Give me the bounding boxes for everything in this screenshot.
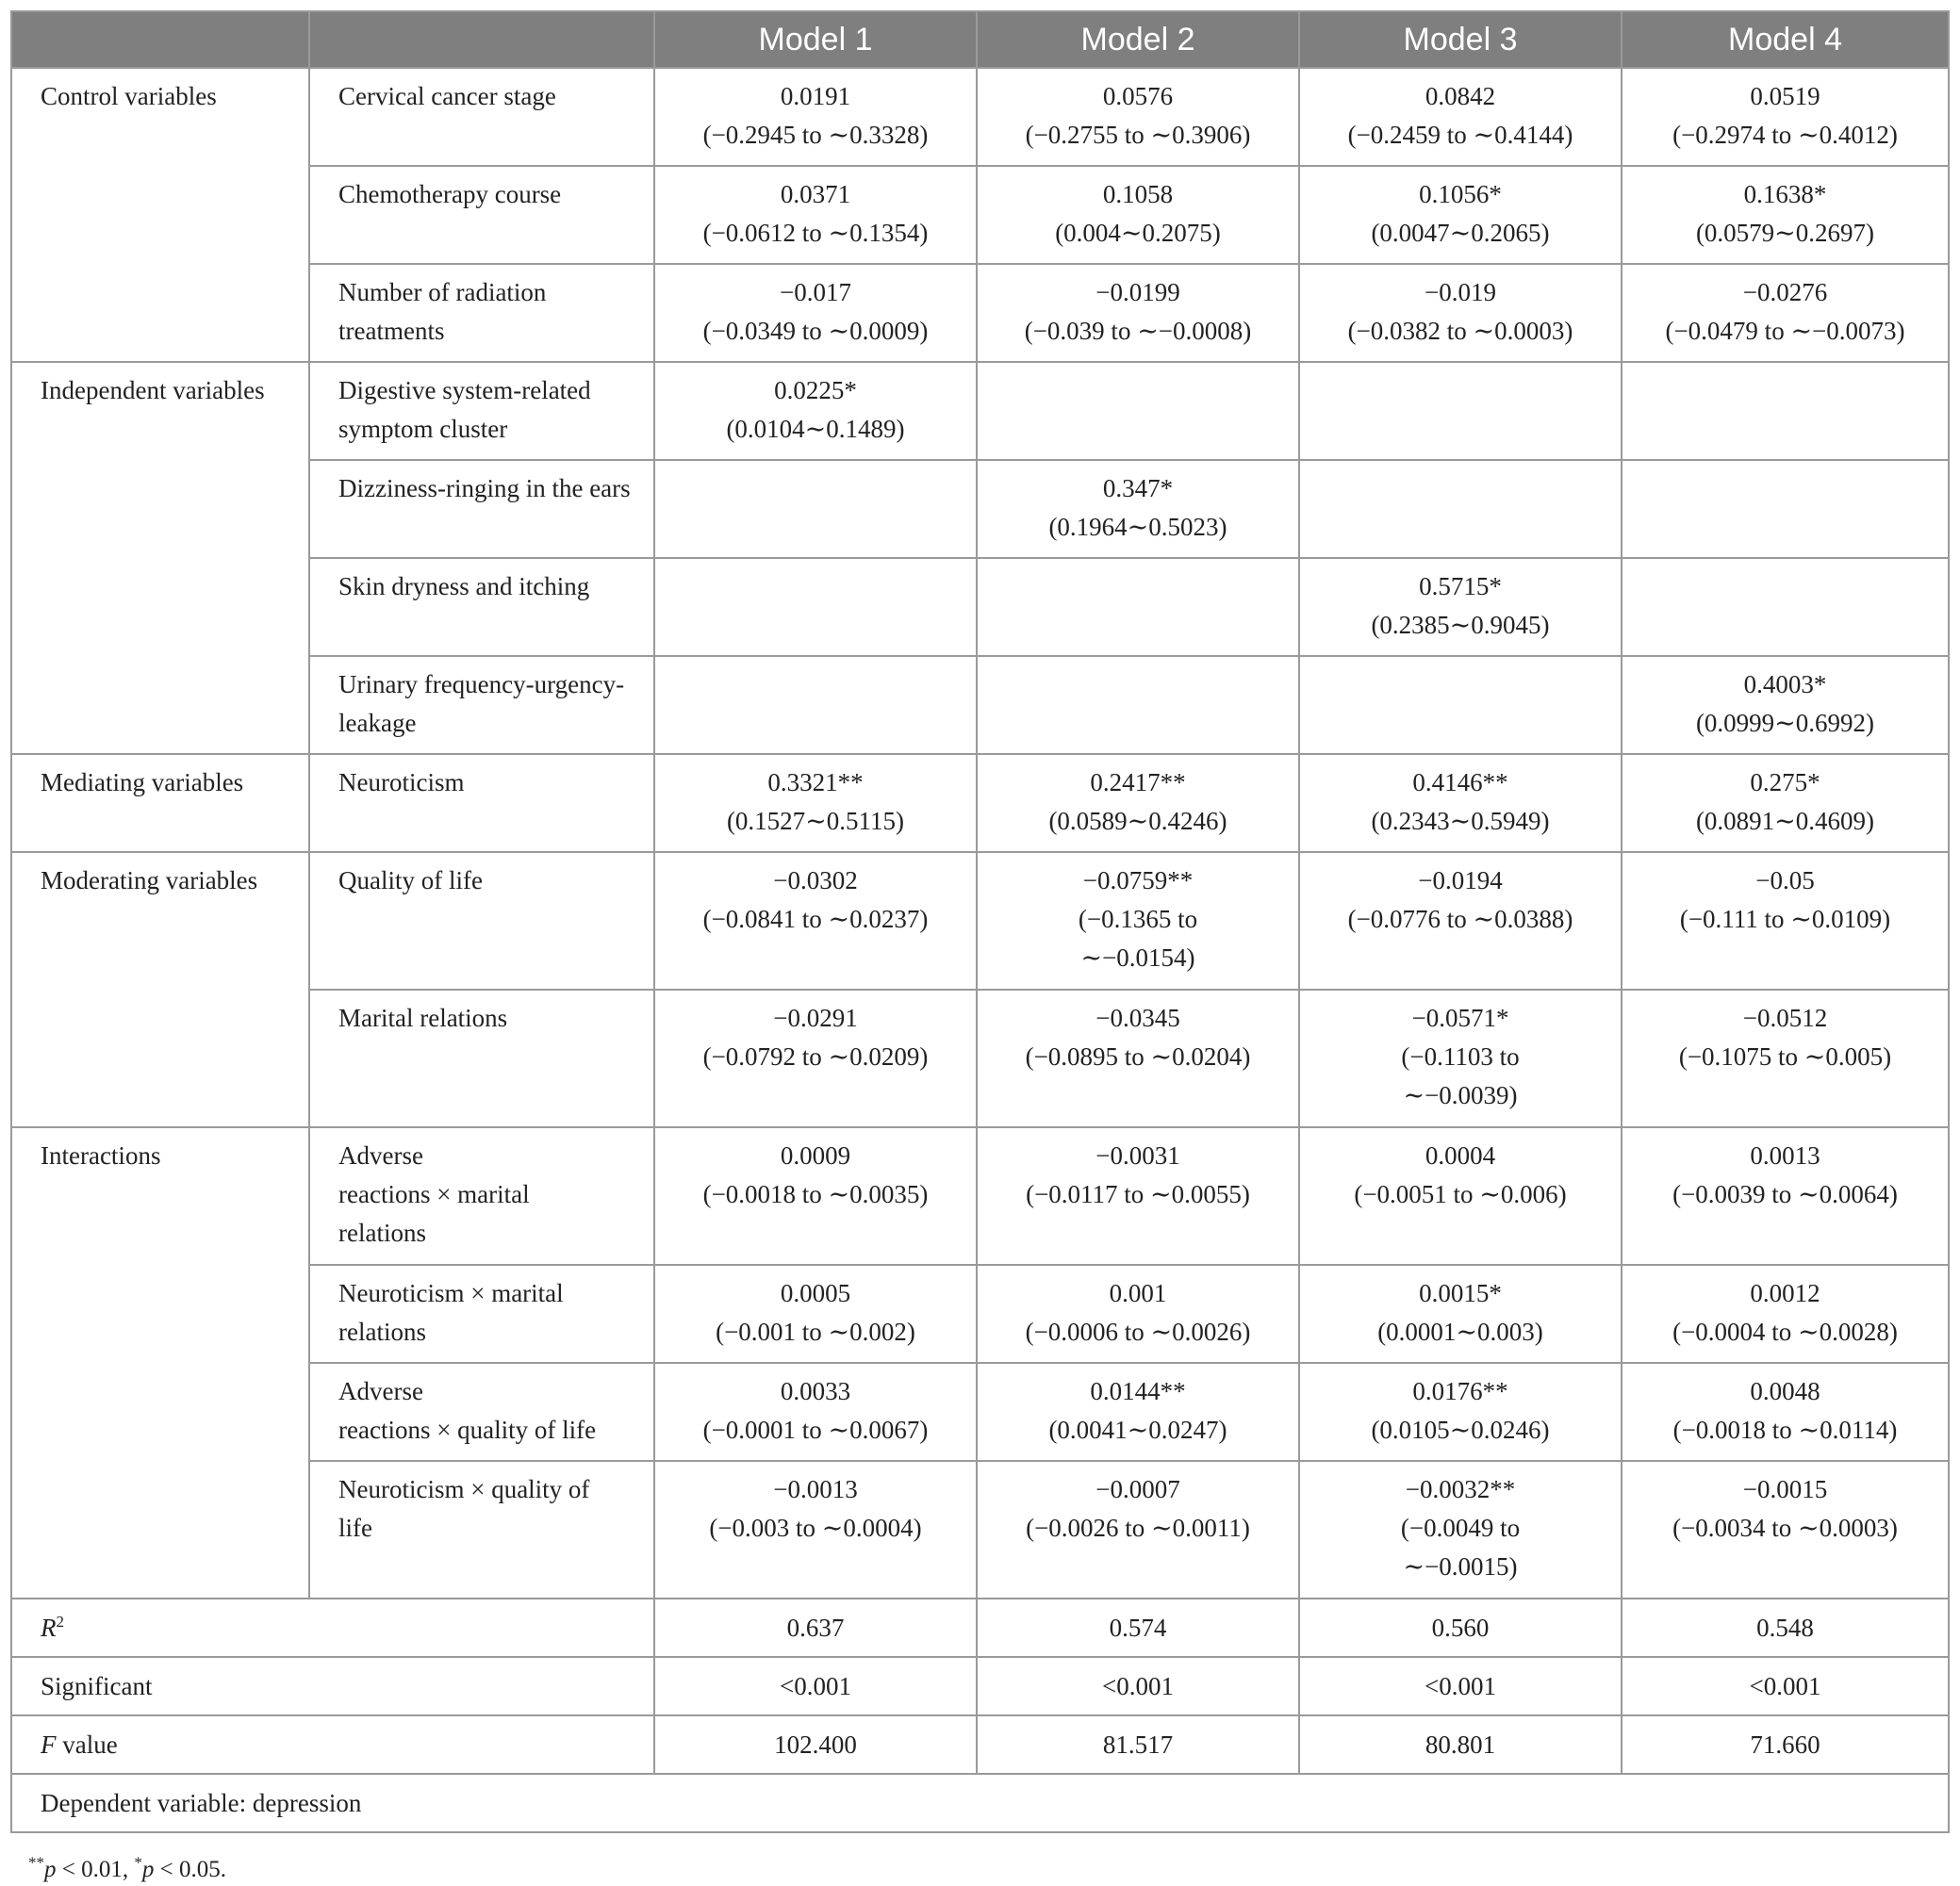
row-label: Urinary frequency-urgency-leakage [309, 656, 654, 754]
row-label: Adverse reactions × quality of life [309, 1363, 654, 1461]
table-row [11, 656, 1949, 754]
cell: 0.0191 (−0.2945 to ∼0.3328) [654, 68, 977, 166]
table-body [11, 68, 1949, 1832]
cell: 0.0004 (−0.0051 to ∼0.006) [1299, 1127, 1622, 1265]
cell [654, 656, 977, 754]
cell: 0.1058 (0.004∼0.2075) [977, 166, 1299, 264]
cell: −0.0013 (−0.003 to ∼0.0004) [654, 1461, 977, 1599]
cell [1622, 362, 1949, 460]
group-label: Moderating variables [11, 852, 309, 990]
cell: 0.0005 (−0.001 to ∼0.002) [654, 1265, 977, 1363]
footnote-stars-2: ** [28, 1853, 44, 1872]
cell: 0.0225* (0.0104∼0.1489) [654, 362, 977, 460]
cell [977, 656, 1299, 754]
cell: −0.0032** (−0.0049 to ∼−0.0015) [1299, 1461, 1622, 1599]
cell [977, 362, 1299, 460]
footnote-stars-1: * [134, 1853, 142, 1872]
cell: 0.560 [1299, 1599, 1622, 1657]
cell: 0.3321** (0.1527∼0.5115) [654, 754, 977, 852]
header-model-2: Model 2 [977, 11, 1299, 68]
cell: 0.1638* (0.0579∼0.2697) [1622, 166, 1949, 264]
cell: −0.019 (−0.0382 to ∼0.0003) [1299, 264, 1622, 362]
cell: 0.0033 (−0.0001 to ∼0.0067) [654, 1363, 977, 1461]
group-spacer [11, 166, 309, 264]
cell: 0.637 [654, 1599, 977, 1657]
cell: 80.801 [1299, 1715, 1622, 1774]
cell: 0.0012 (−0.0004 to ∼0.0028) [1622, 1265, 1949, 1363]
cell: −0.0571* (−0.1103 to ∼−0.0039) [1299, 990, 1622, 1127]
group-spacer [11, 558, 309, 656]
cell: −0.0302 (−0.0841 to ∼0.0237) [654, 852, 977, 990]
group-spacer [11, 1363, 309, 1461]
cell: −0.0015 (−0.0034 to ∼0.0003) [1622, 1461, 1949, 1599]
row-label: Marital relations [309, 990, 654, 1127]
cell: 0.0519 (−0.2974 to ∼0.4012) [1622, 68, 1949, 166]
cell: 81.517 [977, 1715, 1299, 1774]
cell: 0.548 [1622, 1599, 1949, 1657]
header-model-1: Model 1 [654, 11, 977, 68]
cell: −0.0291 (−0.0792 to ∼0.0209) [654, 990, 977, 1127]
cell: −0.0345 (−0.0895 to ∼0.0204) [977, 990, 1299, 1127]
cell: 71.660 [1622, 1715, 1949, 1774]
cell: 0.275* (0.0891∼0.4609) [1622, 754, 1949, 852]
f-label-rest: value [56, 1730, 118, 1759]
table-row-fvalue [11, 1715, 1949, 1774]
cell: <0.001 [654, 1657, 977, 1715]
header-model-4: Model 4 [1622, 11, 1949, 68]
footnote-threshold-2: < 0.05. [154, 1857, 226, 1882]
row-label: Neuroticism [309, 754, 654, 852]
group-spacer [11, 460, 309, 558]
table-row [11, 1461, 1949, 1599]
row-label: Digestive system-related symptom cluster [309, 362, 654, 460]
table-row [11, 362, 1949, 460]
row-label: Skin dryness and itching [309, 558, 654, 656]
header-empty-1 [11, 11, 309, 68]
cell: <0.001 [977, 1657, 1299, 1715]
cell: 0.0576 (−0.2755 to ∼0.3906) [977, 68, 1299, 166]
group-spacer [11, 264, 309, 362]
cell [654, 460, 977, 558]
cell: −0.0276 (−0.0479 to ∼−0.0073) [1622, 264, 1949, 362]
row-label: Dizziness-ringing in the ears [309, 460, 654, 558]
table-row-r2 [11, 1599, 1949, 1657]
fvalue-label [11, 1715, 654, 1774]
regression-table [10, 10, 1950, 1833]
table-row [11, 1127, 1949, 1265]
table-row [11, 460, 1949, 558]
cell: −0.017 (−0.0349 to ∼0.0009) [654, 264, 977, 362]
regression-table-container [10, 10, 1948, 1833]
group-label: Mediating variables [11, 754, 309, 852]
footnote-p-1: p [44, 1857, 57, 1882]
cell: −0.0512 (−0.1075 to ∼0.005) [1622, 990, 1949, 1127]
cell: 0.1056* (0.0047∼0.2065) [1299, 166, 1622, 264]
table-row [11, 68, 1949, 166]
cell: 0.001 (−0.0006 to ∼0.0026) [977, 1265, 1299, 1363]
cell [1299, 362, 1622, 460]
row-label: Adverse reactions × marital relations [309, 1127, 654, 1265]
cell: 0.5715* (0.2385∼0.9045) [1299, 558, 1622, 656]
table-row [11, 264, 1949, 362]
footnote-p-2: p [141, 1857, 155, 1882]
group-spacer [11, 1461, 309, 1599]
cell [1622, 558, 1949, 656]
header-model-3: Model 3 [1299, 11, 1622, 68]
group-spacer [11, 990, 309, 1127]
row-label: Neuroticism × marital relations [309, 1265, 654, 1363]
table-row [11, 852, 1949, 990]
cell [1622, 460, 1949, 558]
header-empty-2 [309, 11, 654, 68]
table-row [11, 558, 1949, 656]
cell: −0.0194 (−0.0776 to ∼0.0388) [1299, 852, 1622, 990]
footnote [28, 1853, 226, 1883]
cell: 0.574 [977, 1599, 1299, 1657]
table-row [11, 1265, 1949, 1363]
table-row-significant [11, 1657, 1949, 1715]
cell: 0.4146** (0.2343∼0.5949) [1299, 754, 1622, 852]
cell: 0.0013 (−0.0039 to ∼0.0064) [1622, 1127, 1949, 1265]
r2-label [11, 1599, 654, 1657]
row-label: Neuroticism × quality of life [309, 1461, 654, 1599]
cell: 0.0144** (0.0041∼0.0247) [977, 1363, 1299, 1461]
cell: 0.0009 (−0.0018 to ∼0.0035) [654, 1127, 977, 1265]
cell: 0.0015* (0.0001∼0.003) [1299, 1265, 1622, 1363]
r2-symbol: R [41, 1613, 57, 1642]
row-label: Quality of life [309, 852, 654, 990]
footnote-threshold-1: < 0.01, [56, 1857, 135, 1882]
cell [654, 558, 977, 656]
table-row [11, 754, 1949, 852]
cell: 0.0371 (−0.0612 to ∼0.1354) [654, 166, 977, 264]
cell: <0.001 [1299, 1657, 1622, 1715]
cell: 0.0048 (−0.0018 to ∼0.0114) [1622, 1363, 1949, 1461]
group-spacer [11, 656, 309, 754]
group-label: Control variables [11, 68, 309, 166]
row-label: Cervical cancer stage [309, 68, 654, 166]
cell: <0.001 [1622, 1657, 1949, 1715]
cell: 0.347* (0.1964∼0.5023) [977, 460, 1299, 558]
f-symbol: F [41, 1730, 57, 1759]
cell: 0.0176** (0.0105∼0.0246) [1299, 1363, 1622, 1461]
cell: 0.2417** (0.0589∼0.4246) [977, 754, 1299, 852]
cell: 0.0842 (−0.2459 to ∼0.4144) [1299, 68, 1622, 166]
cell: −0.0031 (−0.0117 to ∼0.0055) [977, 1127, 1299, 1265]
cell [977, 558, 1299, 656]
cell [1299, 656, 1622, 754]
cell: 102.400 [654, 1715, 977, 1774]
cell: −0.05 (−0.111 to ∼0.0109) [1622, 852, 1949, 990]
significant-label: Significant [11, 1657, 654, 1715]
cell: −0.0199 (−0.039 to ∼−0.0008) [977, 264, 1299, 362]
group-label: Independent variables [11, 362, 309, 460]
table-header [11, 11, 1949, 68]
table-row [11, 1363, 1949, 1461]
cell: 0.4003* (0.0999∼0.6992) [1622, 656, 1949, 754]
row-label: Number of radiation treatments [309, 264, 654, 362]
cell [1299, 460, 1622, 558]
table-row [11, 990, 1949, 1127]
row-label: Chemotherapy course [309, 166, 654, 264]
group-spacer [11, 1265, 309, 1363]
cell: −0.0759** (−0.1365 to ∼−0.0154) [977, 852, 1299, 990]
cell: −0.0007 (−0.0026 to ∼0.0011) [977, 1461, 1299, 1599]
table-row [11, 166, 1949, 264]
table-row-dependent [11, 1774, 1949, 1832]
r2-superscript: 2 [56, 1612, 64, 1631]
group-label: Interactions [11, 1127, 309, 1265]
dependent-variable-note: Dependent variable: depression [11, 1774, 1949, 1832]
